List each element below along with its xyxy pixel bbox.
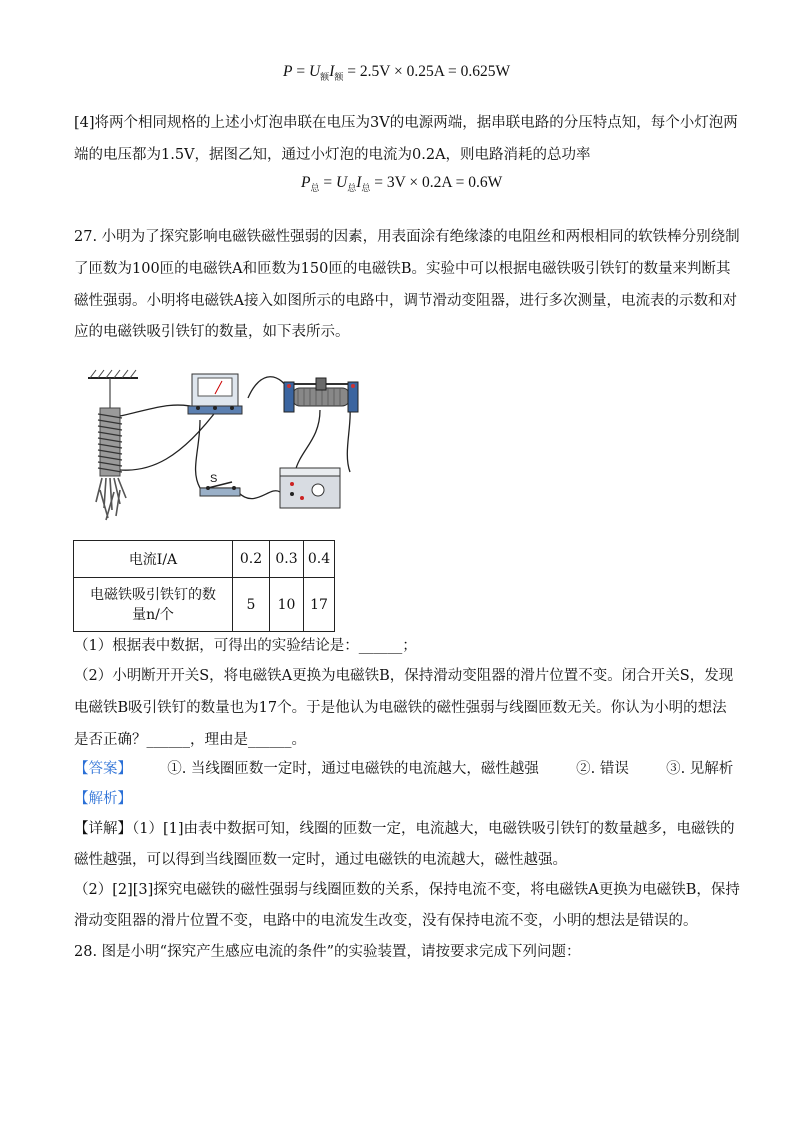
paragraph-line: 端的电压都为1.5V，据图乙知，通过小灯泡的电流为0.2A，则电路消耗的总功率 — [74, 147, 591, 163]
question-27-line: 磁性强弱。小明将电磁铁A接入如图所示的电路中，调节滑动变阻器，进行多次测量，电流表的示数和对 — [74, 293, 737, 309]
sub-question-2-line: （2）小明断开开关S，将电磁铁A更换为电磁铁B，保持滑动变阻器的滑片位置不变。闭合开关S，发现 — [74, 668, 734, 684]
switch-label: S — [210, 473, 218, 485]
detail-line: 滑动变阻器的滑片位置不变，电路中的电流发生改变，没有保持电流不变，小明的想法是错误的。 — [74, 913, 698, 929]
analysis-tag: 【解析】 — [74, 791, 132, 807]
power-supply — [280, 468, 340, 508]
table-cell: 0.4 — [304, 541, 335, 578]
detail-line: （2）[2][3]探究电磁铁的磁性强弱与线圈匝数的关系，保持电流不变，将电磁铁A更换为电磁铁B，保持 — [74, 882, 740, 898]
question-27-line: 27. 小明为了探究影响电磁铁磁性强弱的因素，用表面涂有绝缘漆的电阻丝和两根相同的软铁棒分别绕制 — [74, 229, 740, 245]
switch-s — [200, 482, 240, 496]
table-row — [74, 578, 335, 632]
answer-tag: 【答案】 — [74, 761, 132, 777]
table-cell: 0.2 — [233, 541, 270, 578]
sliding-rheostat — [284, 378, 358, 412]
header-line: 电磁铁吸引铁钉的数 — [90, 586, 216, 603]
question-28: 28. 图是小明“探究产生感应电流的条件”的实验装置，请按要求完成下列问题： — [74, 944, 581, 960]
table-cell: 5 — [233, 578, 270, 632]
power-formula-rated: $P = U_额I_额 = 2.5V \times 0.25A = 0.625W$ — [283, 63, 511, 82]
answer-2: ②. 错误 — [576, 761, 629, 777]
detail-tag: 【详解】 — [74, 821, 132, 837]
sub-question-2-line: 是否正确？______，理由是______。 — [74, 732, 306, 748]
table-cell: 17 — [304, 578, 335, 632]
electromagnet-coil — [98, 408, 122, 476]
detail-line: 磁性越强，可以得到当线圈匝数一定时，通过电磁铁的电流越大，磁性越强。 — [74, 852, 567, 868]
table-row — [74, 541, 335, 578]
table-header-current: 电流I/A — [74, 541, 233, 578]
answer-line — [74, 759, 733, 779]
sub-question-2-line: 电磁铁B吸引铁钉的数量也为17个。于是他认为电磁铁的磁性强弱与线圈匝数无关。你认为小明的想法 — [74, 700, 727, 716]
answer-1: ①. 当线圈匝数一定时，通过电磁铁的电流越大，磁性越强 — [167, 761, 539, 777]
attracted-nails — [96, 478, 126, 520]
analysis-line — [74, 789, 132, 809]
table-header-nail-count — [74, 578, 233, 632]
question-27-line: 了匝数为100匝的电磁铁A和匝数为150匝的电磁铁B。实验中可以根据电磁铁吸引铁钉的数量来判断其 — [74, 261, 731, 277]
data-table — [73, 540, 335, 632]
header-line: 量n/个 — [132, 606, 174, 623]
paragraph-line: [4]将两个相同规格的上述小灯泡串联在电压为3V的电源两端，据串联电路的分压特点知，每个小灯泡两 — [74, 115, 738, 131]
power-formula-total: $P_总 = U_总I_总 = 3V \times 0.2A = 0.6W$ — [301, 174, 503, 193]
sub-question-1: （1）根据表中数据，可得出的实验结论是：______； — [74, 638, 417, 654]
answer-3: ③. 见解析 — [666, 761, 734, 777]
question-27-line: 应的电磁铁吸引铁钉的数量，如下表所示。 — [74, 324, 350, 340]
table-cell: 0.3 — [270, 541, 304, 578]
table-cell: 10 — [270, 578, 304, 632]
ammeter — [188, 374, 242, 414]
circuit-diagram — [80, 360, 380, 530]
detail-text: （1）[1]由表中数据可知，线圈的匝数一定，电流越大，电磁铁吸引铁钉的数量越多，电磁铁的 — [132, 821, 735, 837]
detail-line — [74, 819, 735, 839]
